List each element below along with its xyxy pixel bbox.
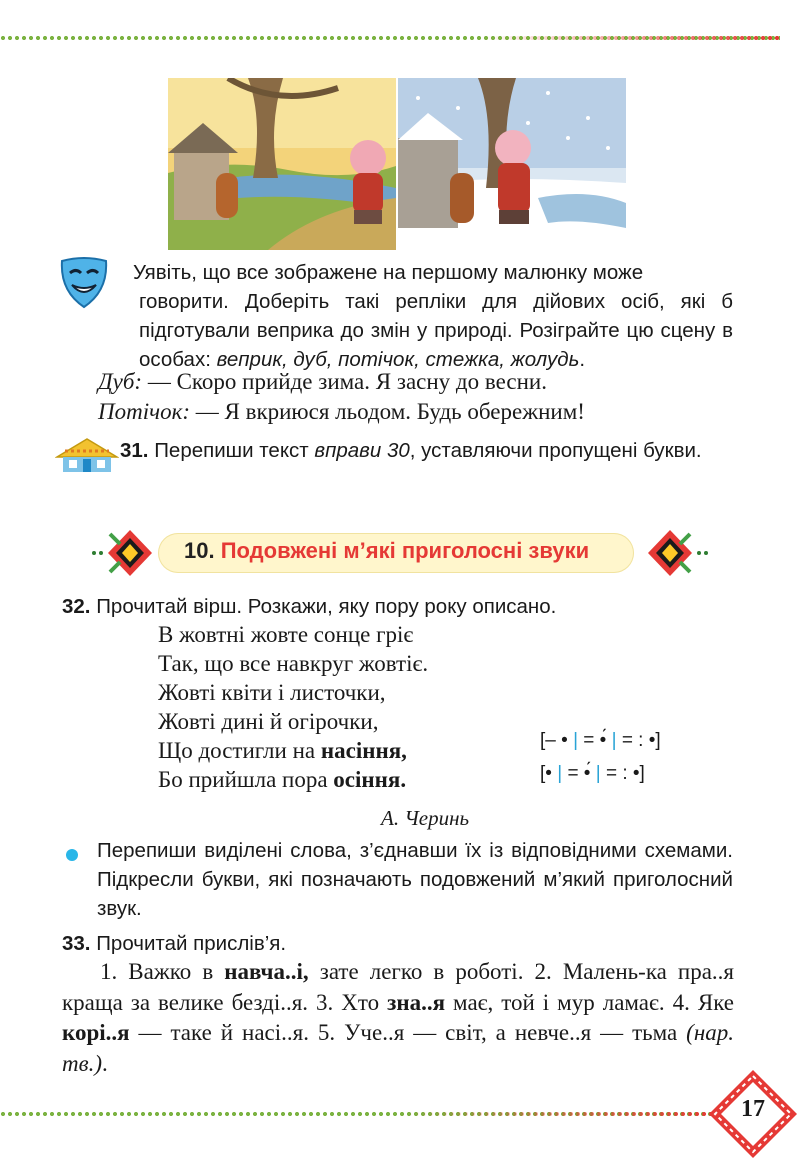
intro-body-text: говорити. Доберіть такі репліки для дійових осіб, які б підготували веприка до змін у природі. Розігрaйте цю сцену в особах: [139,290,733,371]
dialog-text: — Скоро прийде зима. Я засну до весни. [142,369,547,394]
poem-text: Що достигли на [158,738,321,763]
section-number: 10. [184,538,215,563]
proverb-source: (нар. тв.) [62,1020,734,1076]
theatre-mask-icon [58,255,110,309]
dialog-speaker: Дуб: [98,369,143,394]
exercise-number: 33. [62,932,91,955]
proverb-highlight: навча..і, [224,959,309,984]
proverbs-text [62,957,734,1079]
bullet-task: Перепиши виділені слова, з’єднавши їх із відповідними схемами. Підкресли букви, які позначають подовжений м’який приголосний звук. [97,839,733,920]
poem-highlight-word: насіння, [320,738,407,763]
scheme-part: = •́ [567,763,591,784]
poem-line: Жовті квіти і листочки, [158,680,386,705]
role-play-task [133,258,733,374]
poem-line [158,765,428,794]
dialog-speaker: Потічок: [98,399,190,424]
sound-scheme-1 [540,730,661,752]
poem-line: Жовті дині й огірочки, [158,709,379,734]
dialog-line-oak [98,367,547,397]
scheme-divider: | [595,763,601,784]
right-ornament-icon [640,528,710,578]
poem-text: Бо прийшла пора [158,767,334,792]
house-homework-icon [55,437,119,473]
exercise-32 [62,592,742,621]
page-number: 17 [741,1096,765,1122]
proverb-text: 1. Важко в [100,959,225,984]
scheme-part: [– • [540,730,568,751]
dialog-text: — Я вкриюся льодом. Будь обережним! [190,399,585,424]
dialog-line-stream [98,397,585,427]
section-title-text: Подовжені м’які приголосні звуки [220,538,590,563]
exercise-ref: вправи 30 [314,439,410,462]
exercise-text-end: , уставляючи пропущені букви. [409,439,702,462]
exercise-33 [62,929,742,958]
scheme-part: = •́ [583,730,607,751]
scheme-divider: | [557,763,563,784]
left-ornament-icon [90,528,160,578]
exercise-number: 31. [120,439,149,462]
poem-line: Так, що все навкруг жовтіє. [158,651,429,676]
proverb-highlight: корі..я [62,1020,130,1045]
intro-end: . [579,348,586,371]
illustration-autumn-winter [168,78,626,250]
scheme-part: = : •] [621,730,661,751]
poem [158,620,428,794]
proverb-text: має, той і мур ламає. 4. Яке [445,989,735,1015]
exercise-text: Прочитай вірш. Розкажи, яку пору року описано. [90,595,557,618]
section-heading [90,528,710,578]
bottom-border-ornament [0,1111,720,1117]
intro-body [133,287,733,374]
scheme-part: [• [540,763,552,784]
exercise-number: 32. [62,595,91,618]
top-border-ornament [0,35,780,41]
scheme-divider: | [573,730,578,751]
proverb-text: зате легко в роботі. 2. Малень-ка пра..я краща за велике безді..я. 3. Хто [62,959,735,1015]
poem-author: А. Черинь [381,806,470,830]
sound-scheme-2 [540,763,645,785]
bullet-icon [66,849,78,861]
poem-line [158,736,428,765]
autumn-picture [168,78,396,250]
exercise-text: Перепиши текст [148,439,315,462]
winter-picture [398,78,626,250]
scheme-part: = : •] [605,763,645,784]
scheme-divider: | [611,730,617,751]
proverb-text: — таке й насі..я. 5. Уче..я — світ, а невче..я — тьма [129,1020,687,1045]
intro-roles: веприк, дуб, потічок, стежка, жолудь [216,348,580,371]
proverb-end: . [102,1050,108,1076]
poem-highlight-word: осіння. [333,767,407,792]
exercise-text: Прочитай прислів’я. [90,932,287,955]
section-title [184,538,589,564]
proverb-highlight: зна..я [387,989,446,1015]
poem-line: В жовтні жовте сонце гріє [158,622,414,647]
exercise-31 [120,436,733,465]
intro-first-line: Уявіть, що все зображене на першому малюнку може [133,261,644,284]
